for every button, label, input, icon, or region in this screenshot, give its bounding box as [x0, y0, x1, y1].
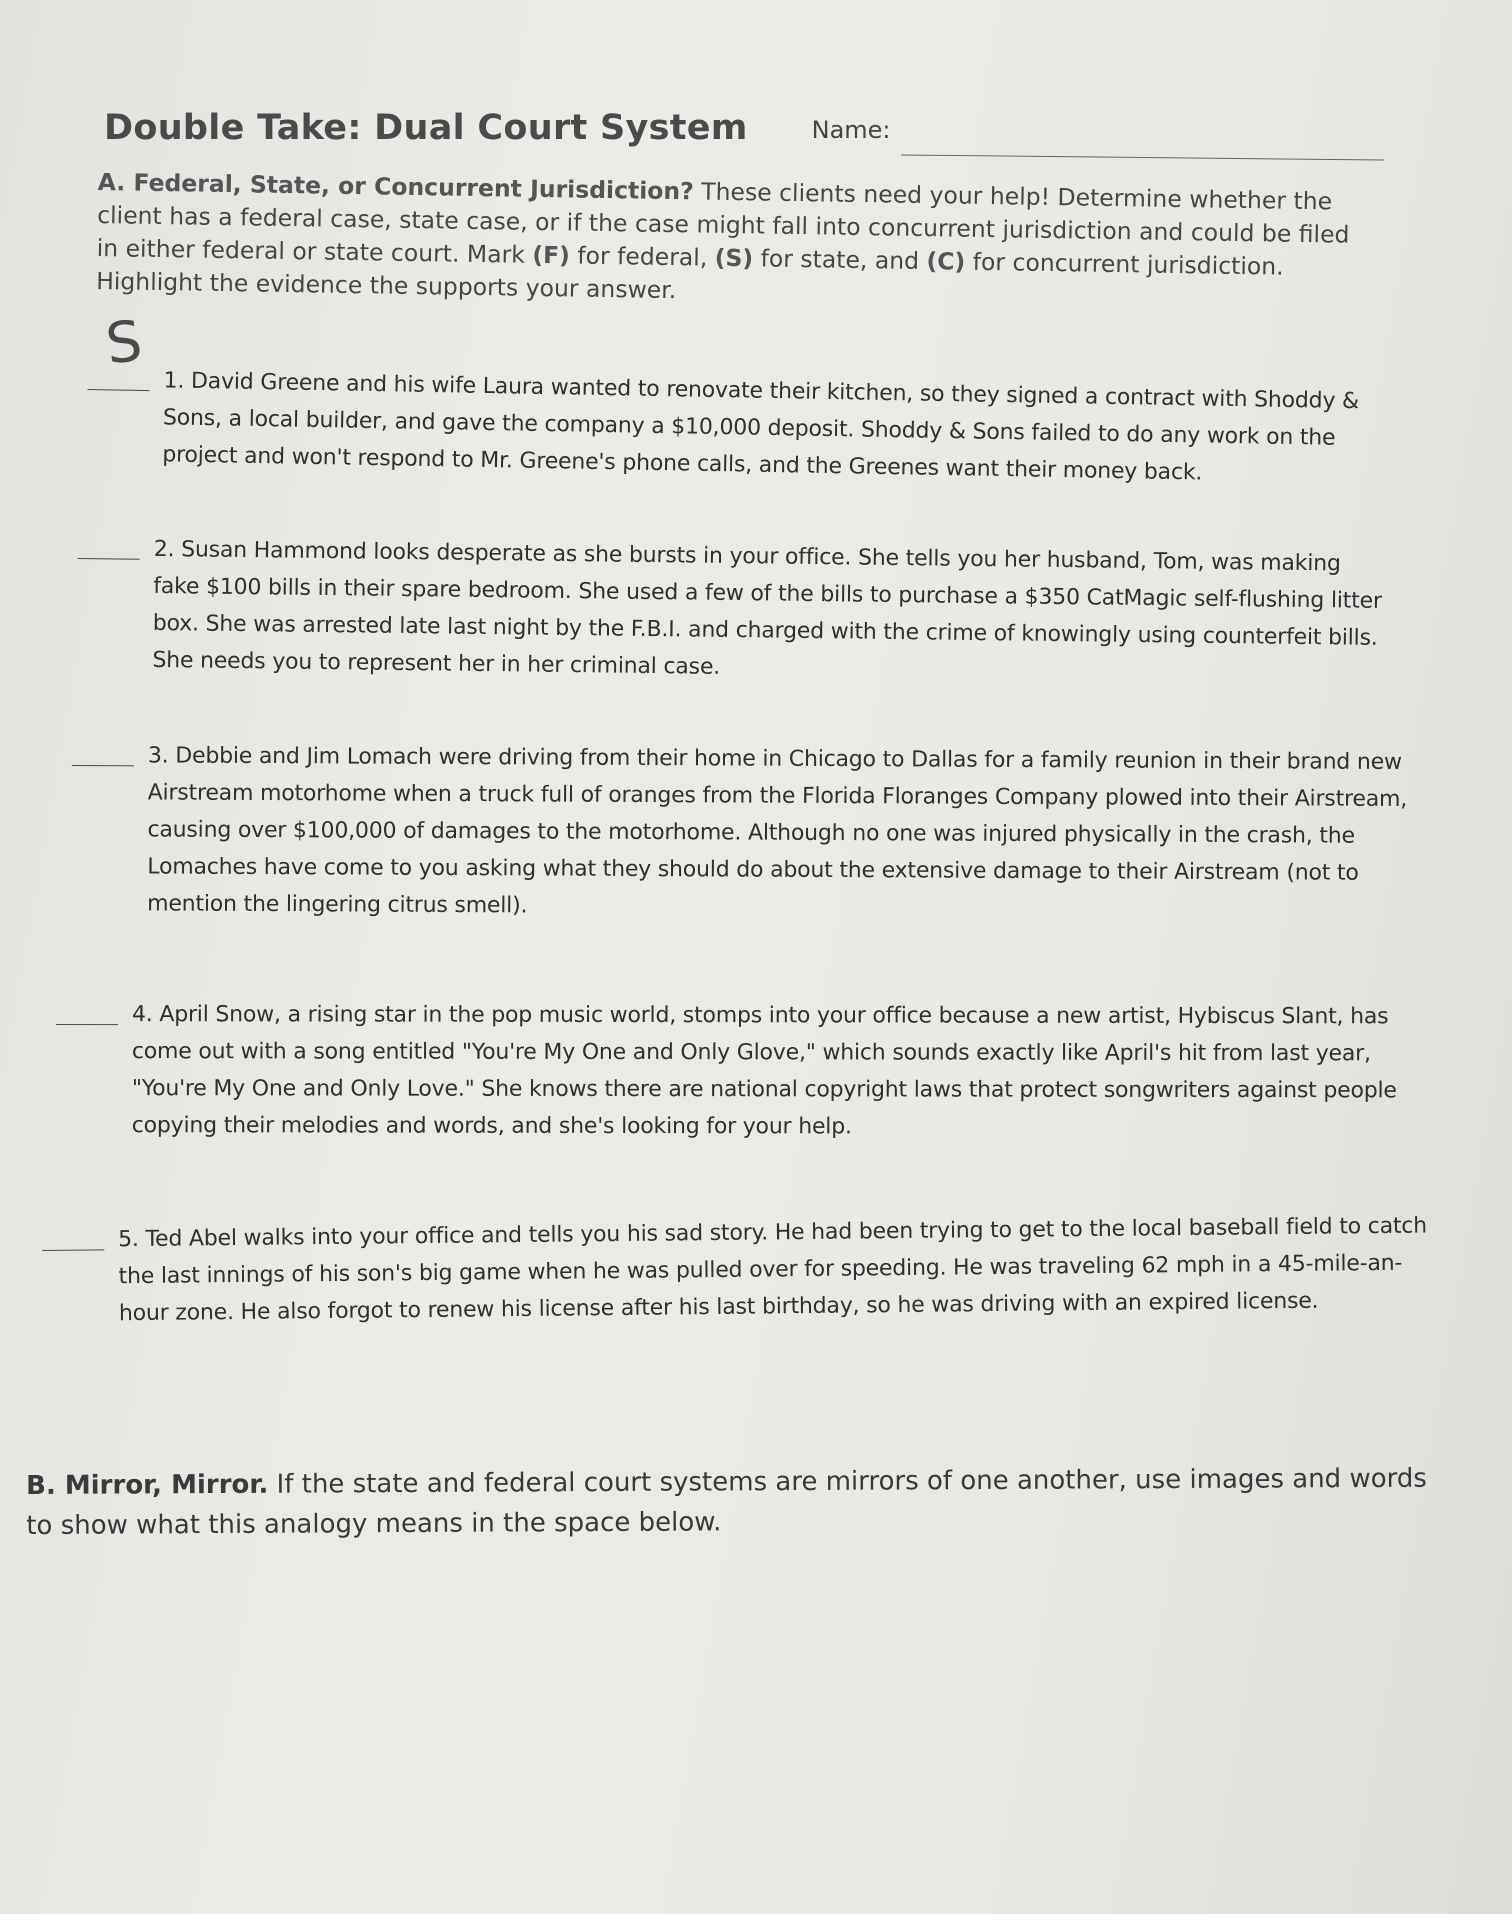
question-item-1 — [86, 308, 1398, 495]
question-text-3: 3. Debbie and Jim Lomach were driving from their home in Chicago to Dallas for a family reunion in their brand new Airstream motorhome when a truck full of oranges from the Florida Floranges Company plowed into their Airstream, causing over $100,000 of damages to the motorhome. Although no one was injured physically in the crash, the Lomaches have come to you asking what they should do about the extensive damage to their Airstream (not to mention the lingering citrus smell). — [147, 743, 1408, 919]
mark-state: (S) — [714, 243, 754, 273]
answer-blank-1[interactable] — [87, 308, 150, 398]
section-b-heading: B. Mirror, Mirror. — [26, 1469, 269, 1501]
section-b-prompt — [26, 1459, 1446, 1546]
question-text-5: 5. Ted Abel walks into your office and tells you his sad story. He had been trying to get to the local baseball field to catch the last innings of his son's big game when he was pulled over for speeding. He was traveling 62 mph in a 45-mile-an-hour zone. He also forgot to renew his license after his last birthday, so he was driving with an expired license. — [118, 1213, 1428, 1327]
question-item-4 — [56, 996, 1446, 1146]
answer-line — [78, 558, 140, 560]
answer-line — [72, 765, 134, 766]
section-a-instructions-text-4: for concurrent jurisdiction. Highlight the evidence the supports your answer. — [95, 247, 1284, 305]
answer-line — [56, 1024, 118, 1025]
name-label: Name: — [811, 116, 891, 144]
handwritten-answer-1: S — [102, 308, 146, 378]
section-a-instructions-text-2: for federal, — [569, 241, 715, 272]
section-a-instructions-text-1: These clients need your help! Determine whether the client has a federal case, state case, or if the case might fall into concurrent jurisdiction and could be filed in either federal or state court. Mark — [96, 177, 1350, 269]
question-item-3 — [71, 737, 1417, 929]
answer-blank-4[interactable] — [56, 996, 118, 1032]
answer-blank-3[interactable] — [72, 737, 134, 773]
question-text-4: 4. April Snow, a rising star in the pop music world, stomps into your office because a new artist, Hybiscus Slant, has come out with a song entitled "You're My One and Only Glove," which sounds exactly like April's hit from last year, "You're My One and Only Love." She knows there are national copyright laws that protect songwriters against people copying their melodies and words, and she's looking for your help. — [131, 1002, 1397, 1140]
name-field-line[interactable] — [901, 154, 1384, 160]
question-item-2 — [76, 530, 1388, 694]
section-a-instructions-text-3: for state, and — [752, 244, 927, 276]
question-text-2: 2. Susan Hammond looks desperate as she bursts in your office. She tells you her husband, Tom, was making fake $100 bills in their spare bedroom. She used a few of the bills to purchase a $350 CatMagic self-flushing litter box. She was arrested late last night by the F.B.I. and charged with the crime of knowingly using counterfeit bills. She needs you to represent her in her criminal case. — [152, 536, 1382, 680]
answer-blank-5[interactable] — [42, 1221, 104, 1258]
mark-concurrent: (C) — [926, 247, 966, 276]
question-item-5 — [42, 1207, 1443, 1333]
answer-blank-2[interactable] — [78, 530, 140, 567]
question-text-1: 1. David Greene and his wife Laura wanted to renovate their kitchen, so they signed a contract with Shoddy & Sons, a local builder, and gave the company a $10,000 deposit. Shoddy & Sons failed to do any work on the project and won't respond to Mr. Greene's phone calls, and the Greenes want their money back. — [162, 368, 1360, 486]
worksheet-header — [104, 108, 1384, 148]
mark-federal: (F) — [532, 240, 571, 270]
section-b-text: If the state and federal court systems are mirrors of one another, use images and words to show what this analogy means in the space below. — [26, 1463, 1427, 1541]
section-a-heading: A. Federal, State, or Concurrent Jurisdiction? — [97, 167, 695, 206]
answer-line — [42, 1249, 104, 1251]
worksheet-title: Double Take: Dual Court System — [104, 108, 748, 148]
section-a-instructions — [96, 166, 1358, 318]
answer-line — [87, 389, 149, 391]
